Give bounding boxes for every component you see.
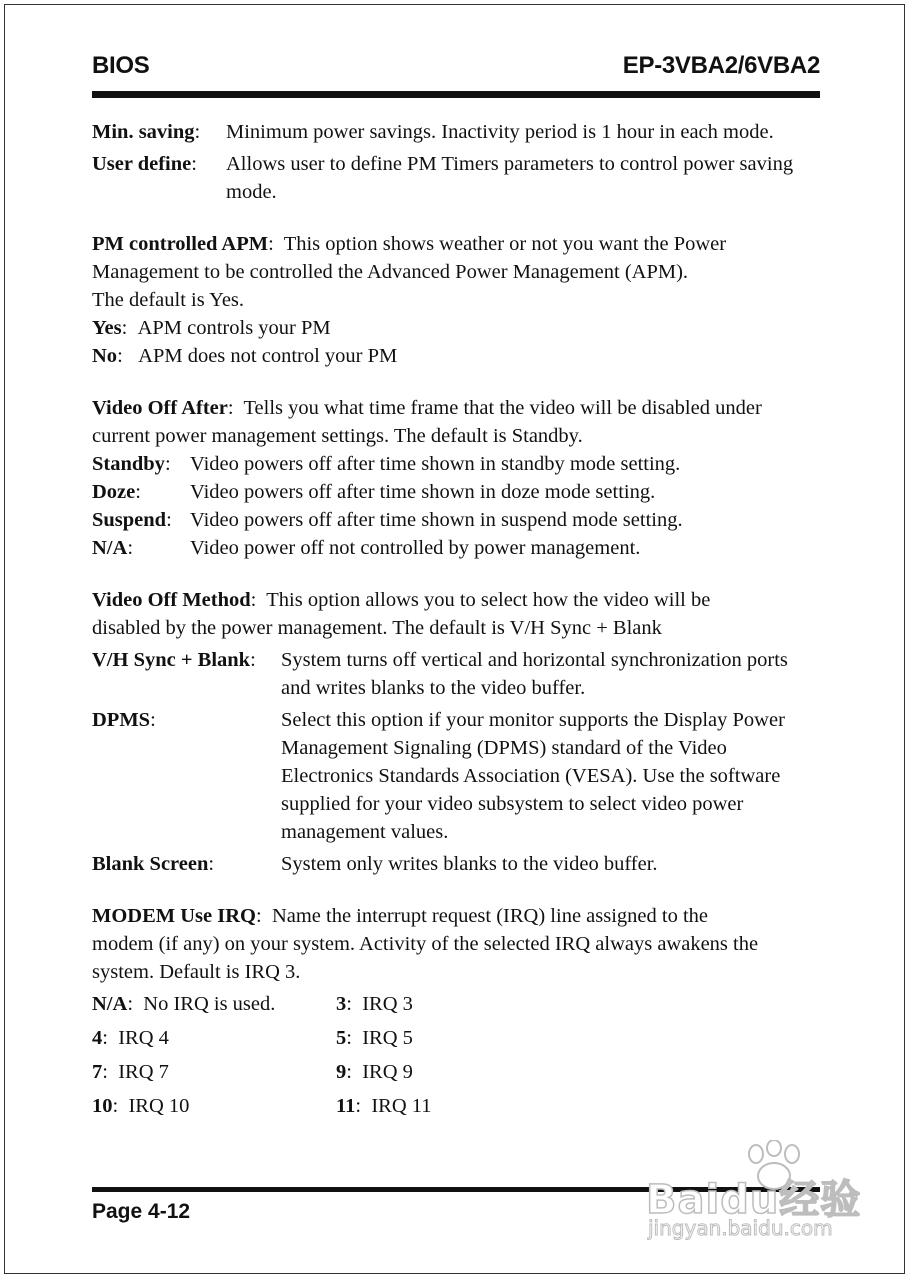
section-text: Tells you what time frame that the video will be disabled under [243, 397, 762, 419]
option-text: Video powers off after time shown in suspend mode setting. [190, 509, 683, 531]
option-text: APM does not control your PM [138, 345, 398, 367]
section-text: disabled by the power management. The default is V/H Sync + Blank [92, 617, 662, 639]
option-doze: Doze: Video powers off after time shown in doze mode setting. [92, 478, 820, 506]
irq-option: 3: IRQ 3 [336, 993, 413, 1015]
option-text: IRQ 10 [128, 1095, 190, 1117]
irq-option: 4: IRQ 4 [92, 1027, 169, 1049]
option-text: Video powers off after time shown in doze mode setting. [190, 481, 656, 503]
section-title: Video Off Method [92, 589, 251, 611]
section-text: system. Default is IRQ 3. [92, 961, 301, 983]
option-label: No [92, 345, 118, 367]
def-user-define: User define: Allows user to define PM Timers parameters to control power saving mode. [92, 150, 820, 206]
video-off-after-section: Video Off After: Tells you what time frame that the video will be disabled under current power management settings. The default is Standby. [92, 397, 762, 447]
option-label: 5 [336, 1027, 347, 1049]
irq-option: 5: IRQ 5 [336, 1027, 413, 1049]
option-text: IRQ 4 [118, 1027, 169, 1049]
option-label: 3 [336, 993, 347, 1015]
section-text: This option allows you to select how the video will be [266, 589, 711, 611]
term-label: User define [92, 153, 192, 175]
option-dpms: DPMS: Select this option if your monitor supports the Display Power Management Signaling (DPMS) standard of the Video Electronics Standards Association (VESA). Use the software supplied for your video subsystem to select video power management values. [92, 706, 820, 846]
option-label: 11 [336, 1095, 356, 1117]
option-text: System turns off vertical and horizontal synchronization ports and writes blanks to the video buffer. [281, 649, 788, 699]
irq-option: N/A: No IRQ is used. [92, 993, 276, 1015]
irq-option: 9: IRQ 9 [336, 1061, 413, 1083]
option-standby: Standby: Video powers off after time shown in standby mode setting. [92, 450, 820, 478]
section-text: This option shows weather or not you want the Power [283, 233, 727, 255]
watermark-logo: Baidu经验 [646, 1177, 862, 1223]
section-title: PM controlled APM [92, 233, 269, 255]
document-body [92, 118, 820, 1120]
baidu-watermark [640, 1140, 870, 1260]
page-number: Page 4-12 [92, 1200, 191, 1223]
option-label: Suspend [92, 509, 167, 531]
section-text: modem (if any) on your system. Activity of the selected IRQ always awakens the [92, 933, 759, 955]
option-yes: Yes: APM controls your PM [92, 314, 820, 342]
modem-irq-section: MODEM Use IRQ: Name the interrupt request (IRQ) line assigned to the modem (if any) on your system. Activity of the selected IRQ always awakens the system. Default is IRQ 3. [92, 905, 759, 983]
irq-option: 11: IRQ 11 [336, 1095, 432, 1117]
option-text: Select this option if your monitor supports the Display Power Management Signaling (DPMS) standard of the Video Electronics Standards Association (VESA). Use the software supplied for your video subsystem to select video power management values. [281, 709, 785, 843]
option-label: 10 [92, 1095, 113, 1117]
option-label: 9 [336, 1061, 347, 1083]
option-label: Standby [92, 453, 165, 475]
option-label: V/H Sync + Blank [92, 649, 251, 671]
video-off-method-section: Video Off Method: This option allows you to select how the video will be disabled by the power management. The default is V/H Sync + Blank [92, 589, 711, 639]
option-na: N/A: Video power off not controlled by power management. [92, 534, 820, 562]
header-rule [92, 91, 820, 98]
def-text: Minimum power savings. Inactivity period is 1 hour in each mode. [226, 121, 774, 143]
option-text: IRQ 5 [362, 1027, 413, 1049]
section-text: Management to be controlled the Advanced Power Management (APM). [92, 261, 689, 283]
option-text: Video powers off after time shown in standby mode setting. [190, 453, 681, 475]
term-label: Min. saving [92, 121, 195, 143]
option-text: APM controls your PM [137, 317, 331, 339]
option-label: DPMS [92, 709, 151, 731]
option-label: N/A [92, 537, 128, 559]
option-blank-screen: Blank Screen: System only writes blanks to the video buffer. [92, 850, 820, 878]
option-label: 4 [92, 1027, 103, 1049]
irq-option: 10: IRQ 10 [92, 1095, 190, 1117]
section-text: Name the interrupt request (IRQ) line assigned to the [271, 905, 709, 927]
header-model: EP-3VBA2/6VBA2 [622, 52, 820, 79]
def-min-saving: Min. saving: Minimum power savings. Inactivity period is 1 hour in each mode. [92, 118, 820, 146]
option-text: No IRQ is used. [143, 993, 276, 1015]
option-no: No: APM does not control your PM [92, 342, 820, 370]
option-label: Blank Screen [92, 853, 209, 875]
section-text: current power management settings. The default is Standby. [92, 425, 583, 447]
def-text: Allows user to define PM Timers parameters to control power saving mode. [226, 153, 794, 203]
irq-option-grid [92, 990, 820, 1120]
section-title: Video Off After [92, 397, 228, 419]
pm-apm-section: PM controlled APM: This option shows weather or not you want the Power Management to be controlled the Advanced Power Management (APM). The default is Yes. [92, 233, 727, 311]
option-text: Video power off not controlled by power management. [190, 537, 641, 559]
option-text: IRQ 11 [371, 1095, 432, 1117]
option-vh-sync-blank: V/H Sync + Blank: System turns off vertical and horizontal synchronization ports and writes blanks to the video buffer. [92, 646, 820, 702]
irq-option: 7: IRQ 7 [92, 1061, 169, 1083]
watermark-url: jingyan.baidu.com [648, 1216, 833, 1240]
option-text: IRQ 3 [362, 993, 413, 1015]
section-title: MODEM Use IRQ [92, 905, 256, 927]
option-text: IRQ 7 [118, 1061, 169, 1083]
section-text: The default is Yes. [92, 289, 245, 311]
option-label: N/A [92, 993, 128, 1015]
option-text: IRQ 9 [362, 1061, 413, 1083]
option-suspend: Suspend: Video powers off after time shown in suspend mode setting. [92, 506, 820, 534]
option-label: Yes [92, 317, 122, 339]
option-text: System only writes blanks to the video buffer. [281, 853, 658, 875]
header-title: BIOS [92, 52, 150, 79]
option-label: 7 [92, 1061, 103, 1083]
option-label: Doze [92, 481, 136, 503]
